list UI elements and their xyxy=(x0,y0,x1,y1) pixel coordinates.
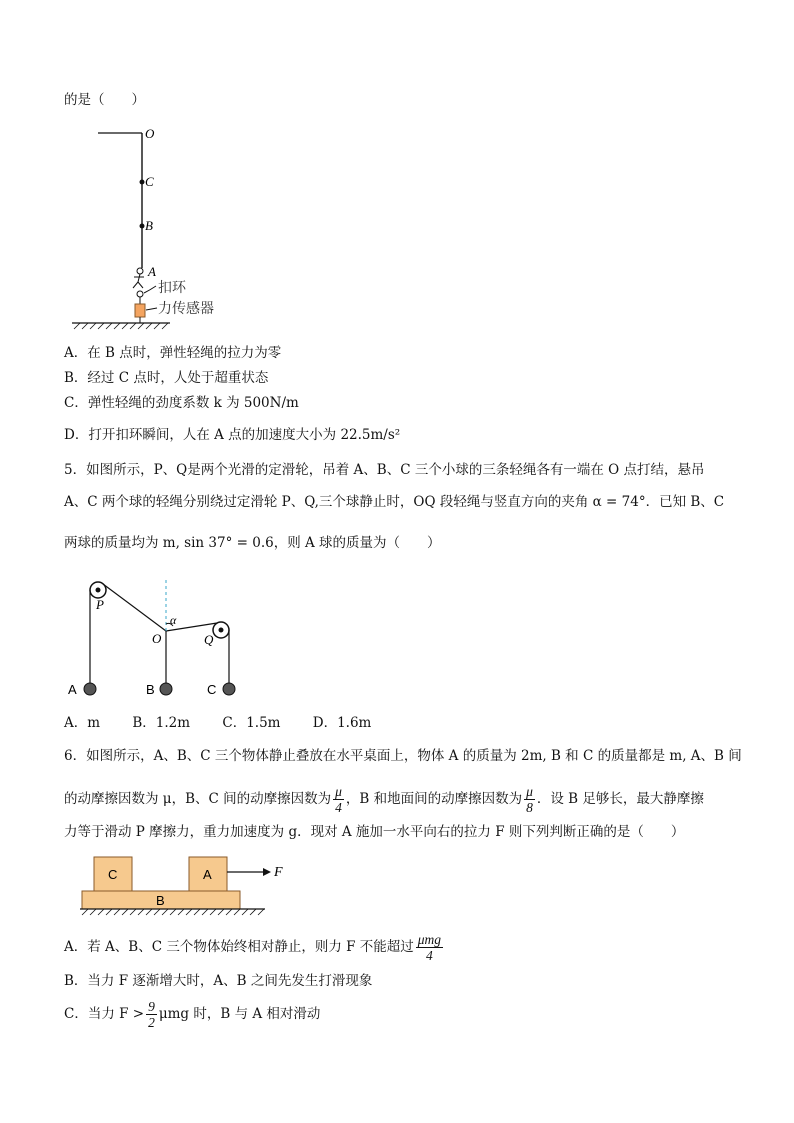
ball-a xyxy=(84,683,96,695)
label-ring: 扣环 xyxy=(158,280,186,296)
q5-options xyxy=(64,713,371,733)
q5-option-a: A．m xyxy=(64,715,101,731)
q6-option-c xyxy=(64,996,320,1032)
point-label-a: A xyxy=(148,264,156,279)
label-block-c: C xyxy=(108,867,118,882)
label-sensor: 力传感器 xyxy=(158,301,214,317)
q4-option-d: D．打开扣环瞬间，人在 A 点的加速度大小为 22.5m/s² xyxy=(64,427,401,443)
label-block-a: A xyxy=(203,867,212,882)
label-q: Q xyxy=(204,632,214,647)
label-alpha: α xyxy=(170,613,177,627)
ground-hatch xyxy=(82,909,264,915)
q5-line-1: 5．如图所示，P、Q是两个光滑的定滑轮，吊着 A、B、C 三个小球的三条轻绳各有一端在 O 点打结，悬吊 xyxy=(64,462,705,478)
ring-icon xyxy=(137,291,143,297)
q6-line-2-post: ．设 B 足够长，最大静摩擦 xyxy=(536,791,704,807)
q5-line-2: A、C 两个球的轻绳分别绕过定滑轮 P、Q,三个球静止时，OQ 段轻绳与竖直方向的夹角 α = 74°．已知 B、C xyxy=(64,494,725,510)
q6-option-a xyxy=(64,930,445,964)
q5-option-b: B．1.2m xyxy=(132,715,191,731)
q5-option-d: D．1.6m xyxy=(312,715,372,731)
fraction-mu-over-4: $\frac{\mu}{4}$ xyxy=(335,784,342,815)
ball-b xyxy=(160,683,172,695)
q6-line-3: 力等于滑动 P 摩擦力，重力加速度为 g．现对 A 施加一水平向右的拉力 F 则下列判断正确的是（ ） xyxy=(64,824,685,840)
q6-option-b: B．当力 F 逐渐增大时，A、B 之间先发生打滑现象 xyxy=(64,973,373,989)
q6-line-2-mid: ，B 和地面间的动摩擦因数为 xyxy=(345,791,523,807)
q4-tail: 的是（ ） xyxy=(64,92,145,108)
q6-line-1: 6．如图所示，A、B、C 三个物体静止叠放在水平桌面上，物体 A 的质量为 2m, B 和 C 的质量都是 m, A、B 间 xyxy=(64,748,742,764)
point-label-b: B xyxy=(145,218,153,233)
label-block-b: B xyxy=(156,893,165,908)
q6-option-a-text: A．若 A、B、C 三个物体始终相对静止，则力 F 不能超过 xyxy=(64,939,414,955)
q5-line-3: 两球的质量均为 m, sin 37° = 0.6，则 A 球的质量为（ ） xyxy=(64,535,441,551)
pulley-figure xyxy=(60,570,260,705)
q6-option-c-post: μmg 时，B 与 A 相对滑动 xyxy=(158,1006,321,1022)
blocks-figure xyxy=(75,852,295,922)
bungee-figure xyxy=(60,120,260,340)
q6-line-2-pre: 的动摩擦因数为 μ，B、C 间的动摩擦因数为 xyxy=(64,791,332,807)
fraction-mu-over-8: $\frac{\mu}{8}$ xyxy=(526,784,533,815)
pulley-q-icon xyxy=(213,622,229,638)
label-p: P xyxy=(96,597,104,612)
ball-c xyxy=(223,683,235,695)
q4-option-a: A．在 B 点时，弹性轻绳的拉力为零 xyxy=(64,345,282,361)
point-label-o: O xyxy=(145,126,155,141)
sensor-icon xyxy=(135,304,145,317)
label-ball-b: B xyxy=(146,682,155,697)
label-ball-a: A xyxy=(68,682,77,697)
label-force-f: F xyxy=(274,865,283,880)
q6-line-2 xyxy=(64,782,704,816)
fraction-mumg-over-4: $\frac{\text{μmg}}{4}$ xyxy=(417,932,442,963)
q4-option-b: B．经过 C 点时，人处于超重状态 xyxy=(64,370,269,386)
q4-option-c: C．弹性轻绳的劲度系数 k 为 500N/m xyxy=(64,395,299,411)
fraction-9-over-2: $\frac{9}{2}$ xyxy=(148,999,155,1030)
point-label-c: C xyxy=(145,174,154,189)
label-ball-c: C xyxy=(207,682,217,697)
jumper-icon xyxy=(133,268,144,288)
q5-option-c: C．1.5m xyxy=(222,715,281,731)
label-o: O xyxy=(152,631,162,646)
q6-option-c-pre: C．当力 F > xyxy=(64,1006,145,1022)
